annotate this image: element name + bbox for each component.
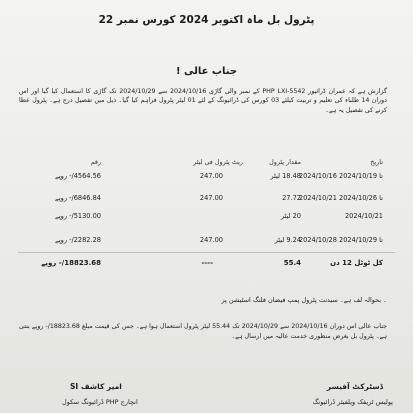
row1-amount: 4564.56/- روپے (54, 172, 101, 180)
pump-note: ۔ بحوالہ لف ہے۔ سیدنت پٹرول پمپ فیضان فلنگ اسٹیشن پر (221, 296, 387, 304)
closing-paragraph: جناب عالی اس دوران 2024/10/16 سے 2024/10/29 تک 55.44 لیٹر پٹرول استعمال ہوا ہے۔ جس کی قیمت مبلغ 18823.68/- روپے بنتی ہے۔ پٹرول بل بغرض منظوری خدمت عالیہ میں ارسال ہے۔ (19, 323, 387, 340)
row1-rate: 247.00 (199, 172, 223, 180)
row4-date: 2024/10/28 تا 2024/10/29 (298, 236, 383, 244)
row1-date: 2024/10/16 تا 2024/10/19 (298, 172, 383, 180)
row2-amount: 6846.84/- روپے (54, 194, 101, 202)
driver-dept: انچارج PHP ڈرائیونگ سکول (62, 398, 138, 406)
total-label: کل ٹوٹل 12 دن (330, 259, 383, 267)
row2-date: 2024/10/21 تا 2024/10/26 (298, 194, 383, 202)
total-amount: 18823.68/- روپے (41, 259, 101, 267)
driver-title: امیر کاشف SI (70, 382, 122, 391)
row4-amount: 2282.28/- روپے (54, 236, 101, 244)
row4-qty: 9.24 لیٹر (274, 236, 301, 244)
header-date: تاریخ (370, 158, 383, 166)
row4-rate: 247.00 (199, 236, 223, 244)
total-qty: 55.4 (283, 259, 301, 267)
row1-qty: 18.48 لیٹر (270, 172, 301, 180)
district-officer-title: ڈسٹرکٹ آفیسر (326, 382, 383, 391)
district-officer-dept: پولیس ٹریفک ویلفیئر ڈرائیونگ (312, 398, 393, 406)
salutation: جناب عالی ! (175, 66, 238, 77)
table-rule (18, 252, 395, 253)
row2-rate: 247.00 (199, 194, 223, 202)
intro-paragraph: گزارش ہے کہ عمران ڈرائیور PHP LXI-5542 کے نمبر والی گاڑی 2024/10/16 سے 2024/10/29 تک گاڑی کا استعمال کیا گیا اور اس دوران 14 طلباء کی تعلیم و تربیت کیلئے 03 کورس کی ڈرائیونگ کے لئے 01 لیٹر پٹرول فراہم کیا گیا۔ ذیل میں تفصیل درج ہے۔ پٹرول عطا کرنے کی تفصیل یہ ہے۔ (19, 88, 388, 114)
document-title: پٹرول بل ماہ اکتوبر 2024 کورس نمبر 22 (98, 14, 315, 26)
row3-qty: 20 لیٹر (280, 212, 301, 220)
header-amount: رقم (90, 158, 101, 166)
row3-amount: 5130.00/- روپے (54, 212, 101, 220)
total-rate: ---- (201, 259, 213, 267)
row2-qty: 27.72 (282, 194, 301, 202)
row3-date: 2024/10/21 (344, 212, 383, 220)
header-rate: ریٹ پٹرول فی لیٹر (193, 158, 243, 166)
header-quantity: مقدار پٹرول (269, 158, 301, 166)
